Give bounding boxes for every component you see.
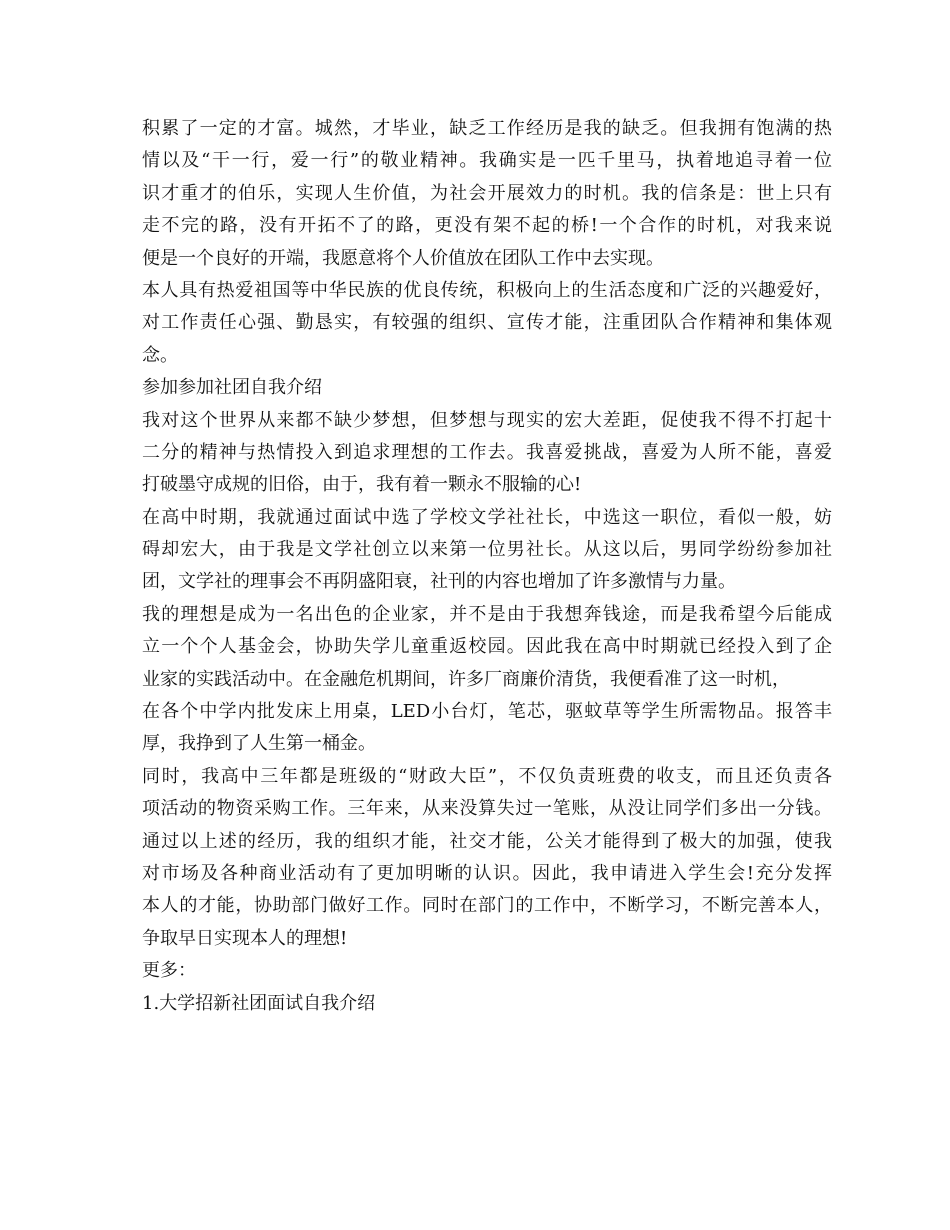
text-line: 便是一个良好的开端，我愿意将个人价值放在团队工作中去实现。 — [142, 247, 664, 269]
text-line: 业家的实践活动中。在金融危机期间，许多厂商廉价清货，我便看准了这一时机， — [142, 668, 790, 690]
document-body — [142, 113, 832, 1020]
text-line: 念。 — [142, 344, 178, 366]
text-line: 积累了一定的才富。城然，才毕业，缺乏工作经历是我的缺乏。但我拥有饱满的热 — [142, 118, 832, 139]
text-line: 在高中时期，我就通过面试中选了学校文学社社长，中选这一职位，看似一般，妨 — [142, 506, 832, 528]
text-line: 同时，我高中三年都是班级的“财政大臣”，不仅负责班费的收支，而且还负责各 — [142, 765, 832, 787]
text-line: 团，文学社的理事会不再阴盛阳衰，社刊的内容也增加了许多激情与力量。 — [142, 571, 736, 593]
text-line: 参加参加社团自我介绍 — [142, 377, 322, 399]
text-line: 对工作责任心强、勤恳实，有较强的组织、宣传才能，注重团队合作精神和集体观 — [142, 312, 832, 334]
text-line: 我对这个世界从来都不缺少梦想，但梦想与现实的宏大差距，促使我不得不打起十 — [142, 409, 832, 431]
text-line: 我的理想是成为一名出色的企业家，并不是由于我想奔钱途，而是我希望今后能成 — [142, 603, 832, 625]
text-line: 识才重才的伯乐，实现人生价值，为社会开展效力的时机。我的信条是：世上只有 — [142, 182, 832, 204]
text-line: 争取早日实现本人的理想! — [142, 927, 348, 949]
text-line: 厚，我挣到了人生第一桶金。 — [142, 733, 376, 755]
text-line: 对市场及各种商业活动有了更加明晰的认识。因此，我申请进入学生会!充分发挥 — [142, 862, 832, 884]
text-line: 本人具有热爱祖国等中华民族的优良传统，积极向上的生活态度和广泛的兴趣爱好， — [142, 279, 832, 301]
text-line: 走不完的路，没有开拓不了的路，更没有架不起的桥!一个合作的时机，对我来说 — [142, 215, 832, 237]
text-line: 在各个中学内批发床上用桌，LED小台灯，笔芯，驱蚊草等学生所需物品。报答丰 — [142, 701, 832, 723]
text-line: 碍却宏大，由于我是文学社创立以来第一位男社长。从这以后，男同学纷纷参加社 — [142, 539, 832, 561]
text-line: 立一个个人基金会，协助失学儿童重返校园。因此我在高中时期就已经投入到了企 — [142, 636, 832, 658]
text-line: 项活动的物资采购工作。三年来，从来没算失过一笔账，从没让同学们多出一分钱。 — [142, 798, 832, 820]
text-line: 更多： — [142, 960, 196, 982]
text-line: 情以及“干一行，爱一行”的敬业精神。我确实是一匹千里马，执着地追寻着一位 — [142, 150, 832, 172]
text-line: 本人的才能，协助部门做好工作。同时在部门的工作中，不断学习，不断完善本人， — [142, 895, 832, 917]
text-line: 1.大学招新社团面试自我介绍 — [142, 992, 376, 1014]
text-line: 通过以上述的经历，我的组织才能，社交才能，公关才能得到了极大的加强，使我 — [142, 830, 832, 852]
text-line: 打破墨守成规的旧俗，由于，我有着一颗永不服输的心! — [142, 474, 582, 496]
text-line: 二分的精神与热情投入到追求理想的工作去。我喜爱挑战，喜爱为人所不能，喜爱 — [142, 441, 832, 463]
